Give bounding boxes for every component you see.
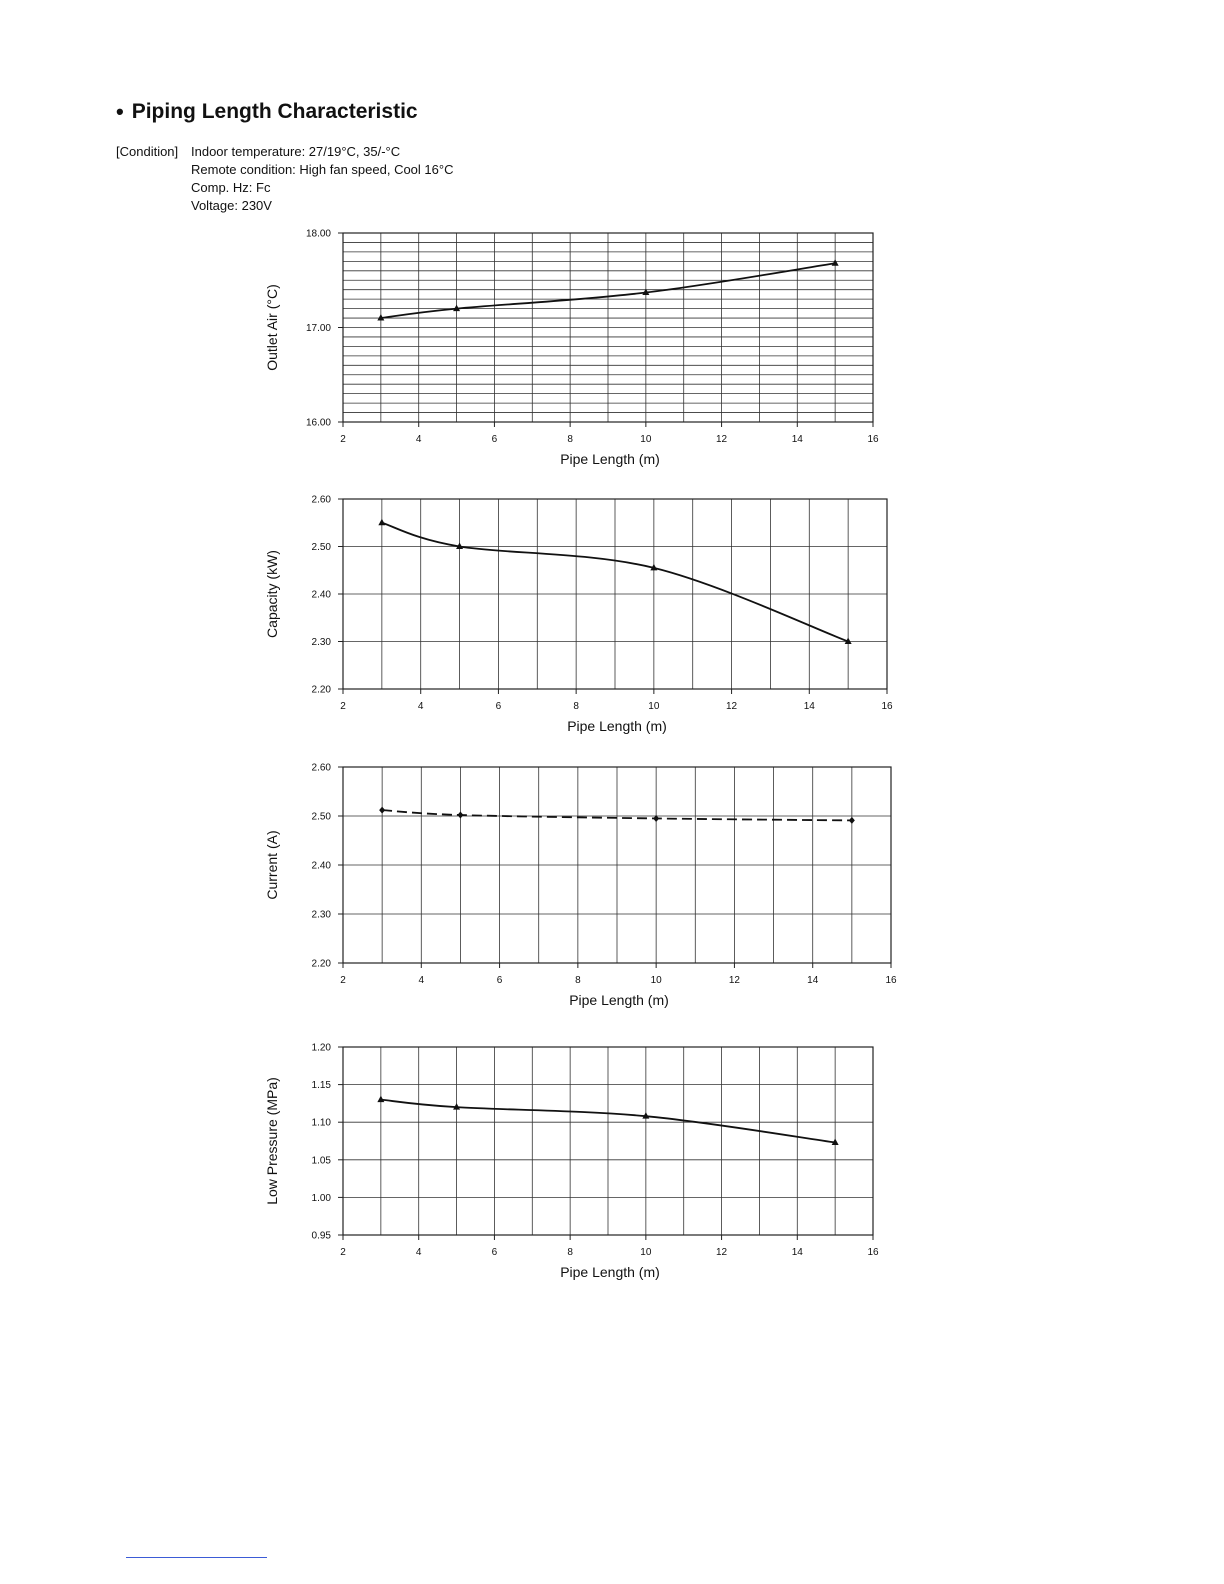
condition-voltage: Voltage: 230V: [191, 198, 272, 213]
low-pressure-chart: [264, 1043, 879, 1281]
y-tick-label: 2.50: [311, 811, 331, 823]
x-tick-label: 16: [881, 701, 893, 712]
condition-label: [Condition]: [116, 144, 179, 159]
x-tick-label: 4: [417, 701, 424, 712]
y-tick-label: 1.15: [311, 1080, 331, 1092]
y-tick-label: 1.10: [311, 1117, 331, 1129]
condition-comp-hz: Comp. Hz: Fc: [191, 180, 271, 195]
x-tick-label: 6: [491, 434, 498, 445]
y-tick-label: 16.00: [305, 417, 331, 429]
x-tick-label: 14: [807, 975, 819, 986]
y-tick-label: 2.50: [311, 542, 331, 553]
x-tick-label: 12: [716, 434, 728, 445]
x-axis-label: Pipe Length (m): [560, 451, 660, 467]
x-tick-label: 4: [415, 434, 422, 445]
x-tick-label: 10: [640, 434, 652, 445]
y-tick-label: 2.30: [311, 909, 331, 921]
x-axis-label: Pipe Length (m): [567, 718, 667, 734]
y-tick-label: 2.30: [311, 637, 331, 648]
x-tick-label: 10: [640, 1247, 652, 1258]
y-tick-label: 2.20: [311, 958, 331, 970]
x-tick-label: 12: [728, 975, 740, 986]
x-tick-label: 10: [650, 975, 662, 986]
y-axis-label: Outlet Air (°C): [264, 284, 280, 371]
page-title: Piping Length Characteristic: [131, 100, 418, 123]
x-tick-label: 2: [340, 701, 346, 712]
x-tick-label: 16: [867, 1247, 879, 1258]
x-tick-label: 6: [491, 1247, 498, 1258]
x-tick-label: 10: [648, 701, 660, 712]
y-axis-label: Low Pressure (MPa): [264, 1077, 280, 1205]
y-tick-label: 1.05: [311, 1155, 331, 1167]
x-tick-label: 2: [340, 1247, 346, 1258]
y-tick-label: 2.40: [311, 860, 331, 872]
x-tick-label: 14: [803, 701, 815, 712]
x-tick-label: 8: [567, 434, 573, 445]
x-tick-label: 12: [716, 1247, 728, 1258]
y-tick-label: 2.20: [311, 684, 331, 696]
y-tick-label: 2.60: [311, 494, 331, 506]
outlet-air-chart: [264, 229, 879, 468]
x-axis-label: Pipe Length (m): [569, 992, 669, 1008]
footer-rule: [126, 1557, 267, 1558]
y-tick-label: 0.95: [311, 1230, 331, 1242]
capacity-chart: [264, 495, 893, 735]
x-tick-label: 6: [496, 975, 503, 986]
x-axis-label: Pipe Length (m): [560, 1264, 660, 1280]
x-tick-label: 8: [575, 975, 581, 986]
y-axis-label: Capacity (kW): [264, 550, 280, 638]
y-tick-label: 2.60: [311, 762, 331, 774]
condition-indoor-temperature: Indoor temperature: 27/19°C, 35/-°C: [191, 144, 401, 159]
condition-remote: Remote condition: High fan speed, Cool 16°C: [191, 162, 454, 177]
x-tick-label: 12: [726, 701, 738, 712]
y-tick-label: 2.40: [311, 589, 331, 601]
x-tick-label: 14: [791, 1247, 803, 1258]
x-tick-label: 4: [415, 1247, 422, 1258]
x-tick-label: 2: [340, 434, 346, 445]
x-tick-label: 16: [885, 975, 897, 986]
x-tick-label: 4: [418, 975, 425, 986]
heading-bullet: •: [116, 99, 124, 124]
y-axis-label: Current (A): [264, 830, 280, 900]
x-tick-label: 8: [573, 701, 579, 712]
y-tick-label: 1.20: [311, 1042, 331, 1054]
y-tick-label: 1.00: [311, 1192, 331, 1204]
current-chart: [264, 763, 897, 1009]
y-tick-label: 18.00: [305, 228, 331, 240]
x-tick-label: 6: [495, 701, 502, 712]
x-tick-label: 8: [567, 1247, 573, 1258]
x-tick-label: 14: [791, 434, 803, 445]
y-tick-label: 17.00: [305, 323, 331, 334]
x-tick-label: 16: [867, 434, 879, 445]
x-tick-label: 2: [340, 975, 346, 986]
